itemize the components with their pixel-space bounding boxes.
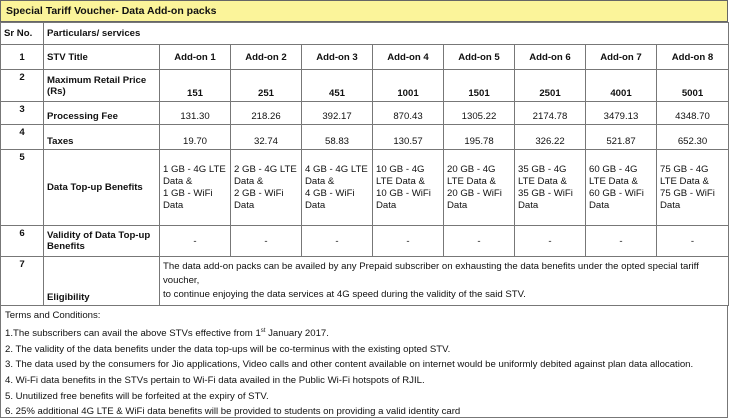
tax-cell: 195.78 [444,125,515,150]
benefit-cell: 75 GB - 4G LTE Data & 75 GB - WiFi Data [657,150,729,226]
mrp-cell: 451 [302,70,373,102]
row-label: Taxes [44,125,160,150]
benefit-cell: 2 GB - 4G LTE Data & 2 GB - WiFi Data [231,150,302,226]
tax-cell: 32.74 [231,125,302,150]
eligibility-line: The data add-on packs can be availed by any Prepaid subscriber on exhausting the data benefits under the opted special tariff voucher, [163,261,699,286]
header-sr: Sr No. [1,23,44,45]
terms-item: 5. Unutilized free benefits will be forfeited at the expiry of STV. [5,390,269,402]
tax-cell: 130.57 [373,125,444,150]
terms-item: 2. The validity of the data benefits under the data top-ups will be co-terminus with the existing opted STV. [5,343,451,355]
row-label: STV Title [44,45,160,70]
validity-cell: - [657,226,729,257]
benefit-cell: 10 GB - 4G LTE Data & 10 GB - WiFi Data [373,150,444,226]
table-row [1,70,729,102]
row-label-line: Maximum Retail Price [47,74,147,86]
stv-title-cell: Add-on 6 [515,45,586,70]
fee-cell: 4348.70 [657,102,729,125]
stv-title-cell: Add-on 2 [231,45,302,70]
table-row [1,45,729,70]
tax-cell: 521.87 [586,125,657,150]
row-number: 5 [1,150,44,226]
benefit-cell: 35 GB - 4G LTE Data & 35 GB - WiFi Data [515,150,586,226]
table-row [1,102,729,125]
document-title: Special Tariff Voucher- Data Add-on packs [0,0,728,22]
row-number: 4 [1,125,44,150]
mrp-cell: 5001 [657,70,729,102]
stv-title-cell: Add-on 8 [657,45,729,70]
stv-title-cell: Add-on 5 [444,45,515,70]
fee-cell: 870.43 [373,102,444,125]
mrp-cell: 1501 [444,70,515,102]
fee-cell: 218.26 [231,102,302,125]
row-label-line: (Rs) [47,85,66,97]
stv-title-cell: Add-on 4 [373,45,444,70]
row-label-line: Validity of Data Top-up [47,230,151,241]
stv-title-cell: Add-on 3 [302,45,373,70]
row-label [44,226,160,257]
stv-title-cell: Add-on 1 [160,45,231,70]
validity-cell: - [302,226,373,257]
table-row [1,257,729,306]
tax-cell: 58.83 [302,125,373,150]
validity-cell: - [373,226,444,257]
row-label: Eligibility [44,257,160,306]
benefit-cell: 1 GB - 4G LTE Data & 1 GB - WiFi Data [160,150,231,226]
mrp-cell: 4001 [586,70,657,102]
row-label: Data Top-up Benefits [44,150,160,226]
mrp-cell: 1001 [373,70,444,102]
row-label [44,70,160,102]
fee-cell: 3479.13 [586,102,657,125]
fee-cell: 131.30 [160,102,231,125]
row-label-line: Benefits [47,241,85,252]
terms-item: 1.The subscribers can avail the above STVs effective from 1st January 2017. [5,327,329,339]
tax-cell: 19.70 [160,125,231,150]
row-label: Processing Fee [44,102,160,125]
row-number: 2 [1,70,44,102]
mrp-cell: 2501 [515,70,586,102]
fee-cell: 392.17 [302,102,373,125]
table-row [1,125,729,150]
terms-item: 6. 25% additional 4G LTE & WiFi data benefits will be provided to students on providing a valid identity card [5,406,461,418]
table-row [1,226,729,257]
table-header-row [1,23,729,45]
table-row [1,150,729,226]
benefit-cell: 4 GB - 4G LTE Data & 4 GB - WiFi Data [302,150,373,226]
terms-heading: Terms and Conditions: [5,310,101,321]
validity-cell: - [160,226,231,257]
row-number: 6 [1,226,44,257]
terms-item: 4. Wi-Fi data benefits in the STVs pertain to Wi-Fi data availed in the Public Wi-Fi hotspots of RJIL. [5,375,425,386]
eligibility-text [160,257,729,306]
mrp-cell: 151 [160,70,231,102]
tax-cell: 326.22 [515,125,586,150]
eligibility-line: to continue enjoying the data services at 4G speed during the validity of the said STV. [163,289,526,300]
benefit-cell: 20 GB - 4G LTE Data & 20 GB - WiFi Data [444,150,515,226]
header-particulars: Particulars/ services [44,23,729,45]
row-number: 7 [1,257,44,306]
terms-item: 3. The data used by the consumers for Jio applications, Video calls and other content available on internet would be uniformly debited against plan data allocation. [5,359,694,371]
tax-cell: 652.30 [657,125,729,150]
terms-and-conditions [0,305,728,418]
mrp-cell: 251 [231,70,302,102]
row-number: 3 [1,102,44,125]
validity-cell: - [444,226,515,257]
benefit-cell: 60 GB - 4G LTE Data & 60 GB - WiFi Data [586,150,657,226]
validity-cell: - [515,226,586,257]
fee-cell: 1305.22 [444,102,515,125]
tariff-table [0,22,729,306]
validity-cell: - [231,226,302,257]
fee-cell: 2174.78 [515,102,586,125]
stv-title-cell: Add-on 7 [586,45,657,70]
row-number: 1 [1,45,44,70]
validity-cell: - [586,226,657,257]
